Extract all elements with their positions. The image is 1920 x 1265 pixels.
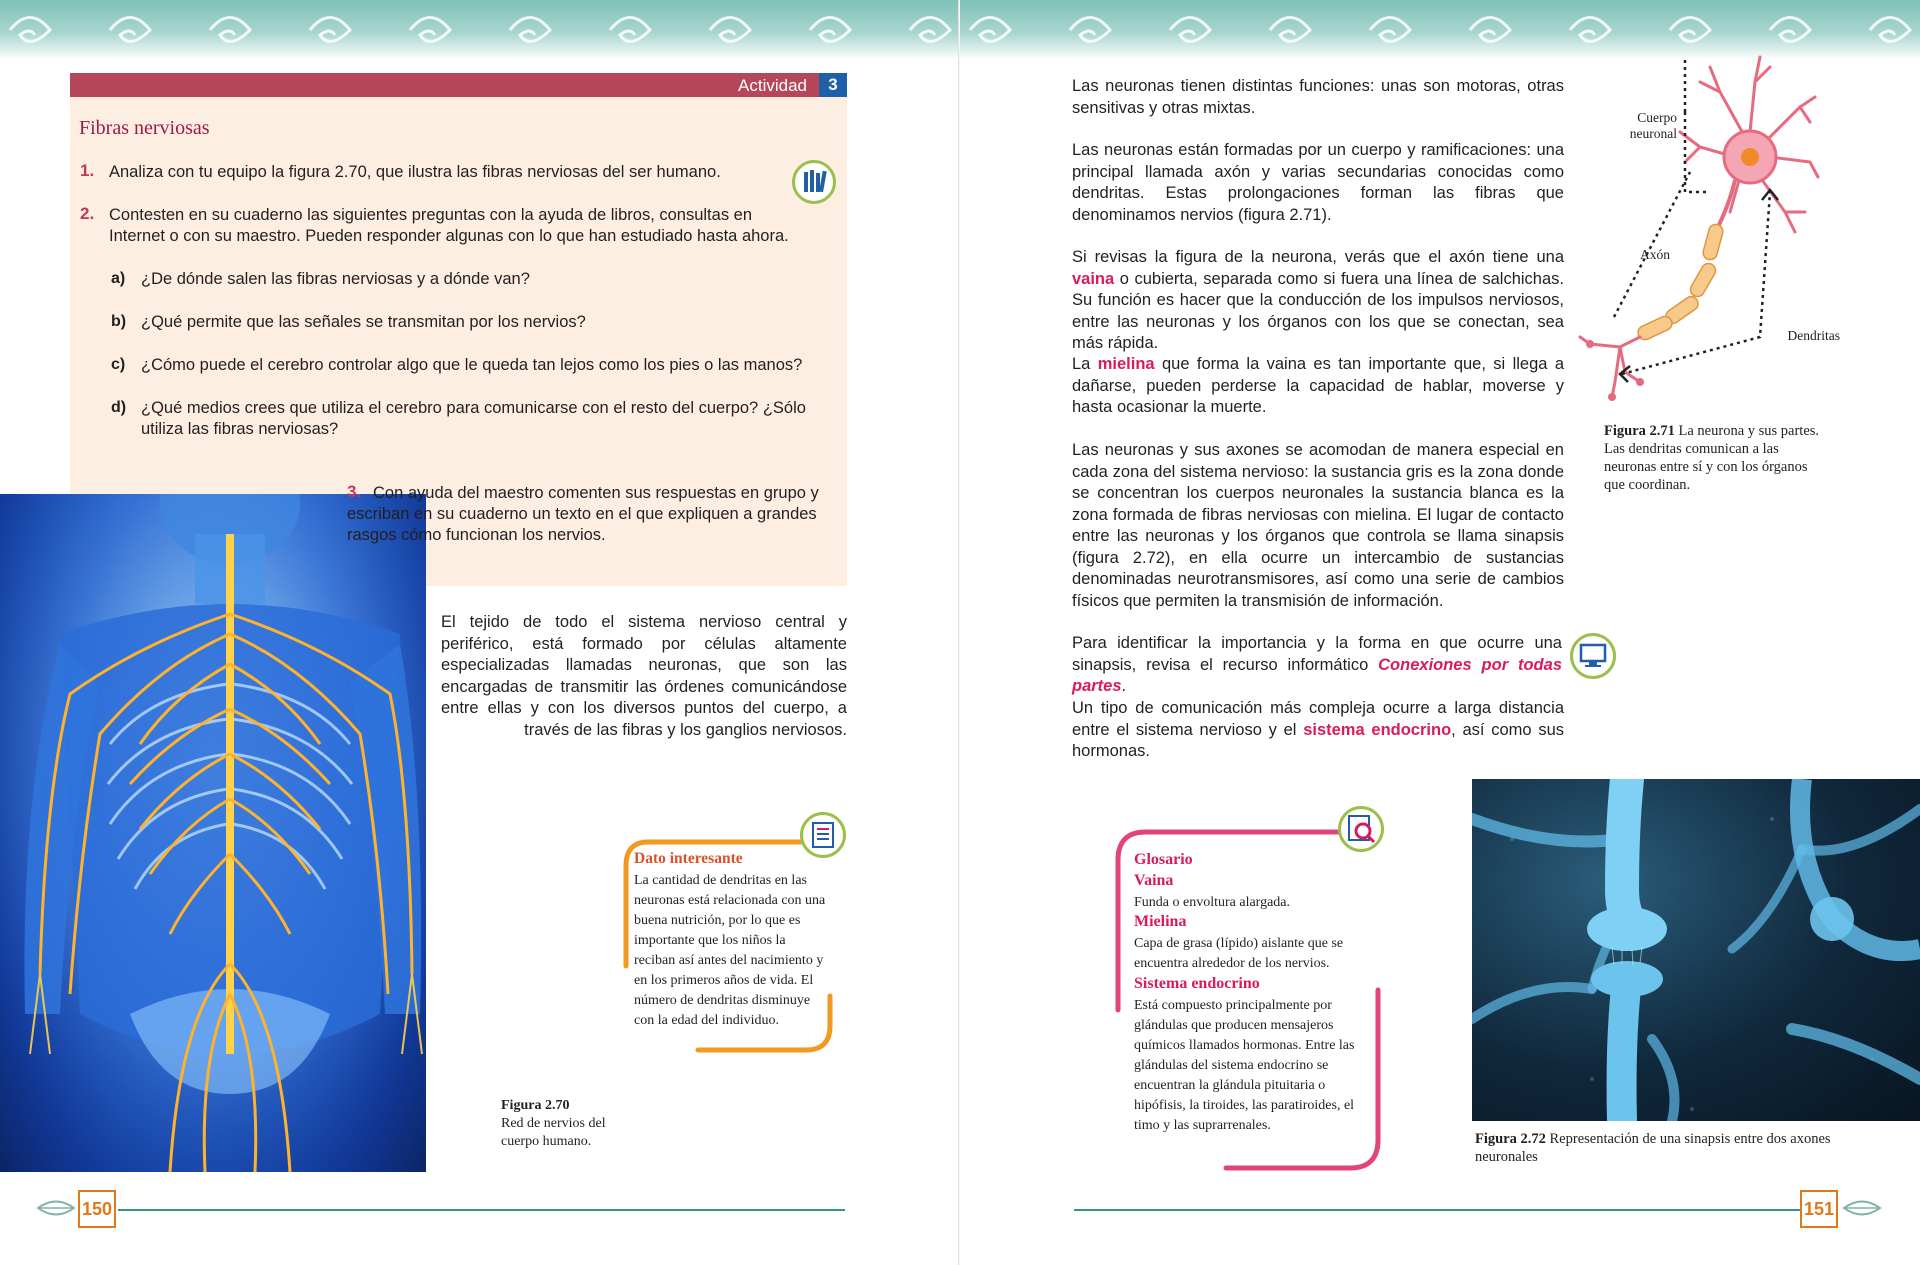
- figure-2-71-caption: [1604, 422, 1824, 494]
- subquestion-text: ¿De dónde salen las fibras nerviosas y a dónde van?: [141, 270, 530, 288]
- neuron-illustration: [1570, 52, 1820, 407]
- glossary-term: Sistema endocrino: [1134, 975, 1260, 992]
- synapse-photo: [1472, 779, 1920, 1121]
- magnifier-icon: [1338, 806, 1384, 852]
- dato-text: La cantidad de dendritas en las neuronas está relacionada con una buena nutrición, por lo que es importante que los niños la reciban así antes del nacimiento y en los primeros años de vida. El número de dendritas disminuye con la edad del individuo.: [634, 873, 826, 1028]
- paragraph-endocrine: [1072, 698, 1564, 763]
- subquestion-letter: a): [111, 270, 126, 287]
- activity-header: [70, 73, 847, 97]
- figure-label: Figura 2.71: [1604, 423, 1675, 439]
- computer-icon[interactable]: [1570, 633, 1616, 679]
- label-dendritas: Dendritas: [1787, 328, 1840, 343]
- figure-caption-text: Representación de una sinapsis entre dos axones neuronales: [1475, 1131, 1831, 1165]
- leaf-ornament: [1842, 1193, 1882, 1223]
- footer-line: [118, 1209, 845, 1211]
- paragraph-resource: [1072, 633, 1562, 698]
- nervous-system-illustration: [0, 494, 426, 1172]
- glossary-term: Vaina: [1134, 872, 1174, 889]
- subquestion-letter: d): [111, 399, 127, 416]
- question-text: Contesten en su cuaderno las siguientes preguntas con la ayuda de libros, consultas en Internet o con su maestro. Pueden responder algunas con lo que han estudiado hasta ahora.: [109, 206, 789, 245]
- paragraph-text: Para identificar la importancia y la forma en que ocurre una sinapsis, revisa el recurso informático: [1072, 634, 1562, 674]
- keyword-sistema-endocrino[interactable]: sistema endocrino: [1303, 720, 1452, 739]
- resource-link[interactable]: Conexiones por todas partes: [1072, 655, 1562, 695]
- page-number: 150: [78, 1190, 116, 1228]
- paragraph-text: Un tipo de comunicación más compleja ocurre a larga distancia entre el sistema nervioso y el: [1072, 699, 1564, 739]
- paragraph-mielina: [1072, 354, 1564, 419]
- books-icon: [792, 160, 836, 204]
- question-number: 1.: [80, 161, 95, 180]
- question-number: 2.: [80, 204, 95, 223]
- question-text: Con ayuda del maestro comenten sus respuestas en grupo y escriban en su cuaderno un texto en el que expliquen a grandes rasgos cómo funcionan los nervios.: [347, 484, 819, 544]
- activity-title: Fibras nerviosas: [79, 117, 210, 139]
- paragraph-text: Si revisas la figura de la neurona, verás que el axón tiene una: [1072, 248, 1564, 266]
- paragraph-vaina: [1072, 247, 1564, 355]
- glossary-definition: Está compuesto principalmente por glándulas que producen mensajeros químicos llamados hormonas. Entre las glándulas del sistema endocrino se encuentran la glándula pituitaria o hipófisis, la tiroides, las paratiroides, el timo y las suprarrenales.: [1134, 998, 1355, 1133]
- keyword-vaina[interactable]: vaina: [1072, 269, 1115, 288]
- figure-2-72-caption: [1475, 1130, 1835, 1166]
- glossary-term: Mielina: [1134, 913, 1187, 930]
- question-text: Analiza con tu equipo la figura 2.70, que ilustra las fibras nerviosas del ser humano.: [109, 163, 721, 181]
- glossary-definition: Funda o envoltura alargada.: [1134, 895, 1291, 910]
- paragraph-structure: Las neuronas están formadas por un cuerpo y ramificaciones: una principal llamada axón y varias secundarias conocidas como dendritas. Estas prolongaciones forman las fibras que denominamos nervios (figura 2.71).: [1072, 141, 1564, 224]
- document-icon: [800, 812, 846, 858]
- footer-line: [1074, 1209, 1800, 1211]
- activity-number: 3: [819, 73, 847, 97]
- paragraph-text: La: [1072, 355, 1091, 373]
- label-cuerpo-neuronal: Cuerpo neuronal: [1629, 110, 1677, 141]
- body-paragraph: El tejido de todo el sistema nervioso central y periférico, está formado por células altamente especializadas llamadas neuronas, que son las encargadas de transmitir las órdenes comunicándose entre ellas y con los diversos puntos del cuerpo, a través de las fibras y los ganglios nerviosos.: [441, 613, 847, 739]
- dato-title: Dato interesante: [634, 850, 743, 867]
- question-number: 3.: [347, 482, 362, 501]
- header-decoration: [960, 0, 1920, 60]
- figure-caption-text: Red de nervios del cuerpo humano.: [501, 1116, 606, 1149]
- figure-label: Figura 2.72: [1475, 1131, 1546, 1147]
- paragraph-functions: Las neuronas tienen distintas funciones: unas son motoras, otras sensitivas y otras mixtas.: [1072, 77, 1564, 117]
- paragraph-text: o cubierta, separada como si fuera una línea de salchichas. Su función es hacer que la conducción de los impulsos nerviosos, entre las neuronas y los órganos con los que se conectan, sea más rápida.: [1072, 269, 1564, 352]
- leaf-ornament: [36, 1193, 76, 1223]
- header-decoration: [0, 0, 960, 60]
- subquestion-letter: c): [111, 356, 126, 373]
- paragraph-text: que forma la vaina es tan importante que, si llega a dañarse, pueden perderse la capacidad de hablar, moverse y hasta ocasionar la muerte.: [1072, 355, 1564, 416]
- subquestion-text: ¿Qué permite que las señales se transmitan por los nervios?: [141, 313, 586, 331]
- activity-label: Actividad: [738, 76, 807, 95]
- keyword-mielina[interactable]: mielina: [1097, 355, 1155, 373]
- subquestion-letter: b): [111, 313, 127, 330]
- paragraph-text: .: [1121, 677, 1127, 695]
- subquestion-text: ¿Cómo puede el cerebro controlar algo que le queda tan lejos como los pies o las manos?: [141, 356, 803, 374]
- label-axon: Axón: [1640, 247, 1670, 262]
- figure-label: Figura 2.70: [501, 1098, 570, 1113]
- paragraph-text: , así como sus hormonas.: [1072, 720, 1564, 760]
- glossary-definition: Capa de grasa (lípido) aislante que se encuentra alrededor de los nervios.: [1134, 936, 1344, 971]
- figure-caption-text: La neurona y sus partes. Las dendritas comunican a las neuronas entre sí y con los órganos que coordinan.: [1604, 423, 1820, 493]
- glossary-heading: Glosario: [1134, 851, 1193, 868]
- paragraph-synapse: Las neuronas y sus axones se acomodan de manera especial en cada zona del sistema nervioso: la sustancia gris es la zona donde se concentran los cuerpos neuronales la sustancia blanca es la zona formada de fibras nerviosas con mielina. El lugar de contacto entre las neuronas y los órganos que controla se llama sinapsis (figura 2.72), en ella ocurre un intercambio de sustancias denominadas neurotransmisores, así como una serie de cambios físicos que permiten la transmisión de información.: [1072, 441, 1564, 610]
- page-number: 151: [1800, 1190, 1838, 1228]
- subquestion-text: ¿Qué medios crees que utiliza el cerebro para comunicarse con el resto del cuerpo? ¿Sólo utiliza las fibras nerviosas?: [141, 399, 806, 438]
- figure-caption: [501, 1097, 611, 1151]
